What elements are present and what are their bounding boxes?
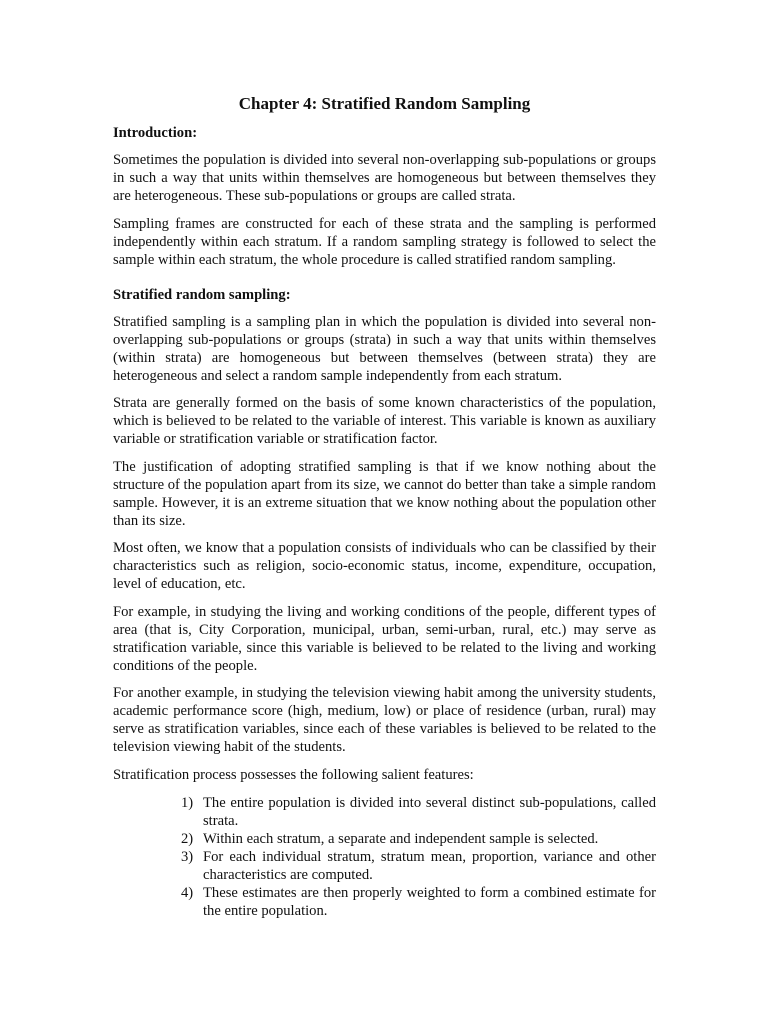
list-item — [181, 884, 656, 920]
paragraph: Sometimes the population is divided into several non-overlapping sub-populations or groups in such a way that units within themselves are homogeneous but between themselves they are heterogeneous. These sub-populations or groups are called strata. — [113, 152, 656, 204]
paragraph: Sampling frames are constructed for each of these strata and the sampling is performed independently within each stratum. If a random sampling strategy is followed to select the sample within each stratum, the whole procedure is called stratified random sampling. — [113, 215, 656, 268]
paragraph: Stratified sampling is a sampling plan in which the population is divided into several non-overlapping sub-populations or groups (strata) in such a way that units within themselves (within strata) are homogeneous but between themselves (between strata) they are heterogeneous and select a random sample independently from each stratum. — [113, 313, 656, 384]
section-heading-stratified-random-sampling: Stratified random sampling: — [113, 286, 291, 303]
paragraph: Strata are generally formed on the basis of some known characteristics of the population, which is believed to be related to the variable of interest. This variable is known as auxiliary variable or stratification variable or stratification factor. — [113, 395, 656, 447]
list-item-text: For each individual stratum, stratum mean, proportion, variance and other characteristics are computed. — [203, 848, 656, 883]
list-item — [181, 794, 656, 830]
list-item-text: These estimates are then properly weighted to form a combined estimate for the entire population. — [203, 884, 656, 919]
paragraph: For example, in studying the living and working conditions of the people, different types of area (that is, City Corporation, municipal, urban, semi-urban, rural, etc.) may serve as stratification variable, since this variable is believed to be related to the living and working conditions of the people. — [113, 603, 656, 674]
list-item — [181, 830, 656, 848]
salient-features-list — [113, 794, 656, 920]
list-intro-paragraph: Stratification process possesses the following salient features: — [113, 766, 474, 783]
paragraph: The justification of adopting stratified sampling is that if we know nothing about the structure of the population apart from its size, we cannot do better than take a simple random sample. However, it is an extreme situation that we know nothing about the population other than its size. — [113, 458, 656, 529]
list-item-text: Within each stratum, a separate and independent sample is selected. — [203, 830, 599, 847]
section-heading-introduction: Introduction: — [113, 125, 198, 141]
list-item-number: 1) — [181, 794, 194, 811]
list-item-text: The entire population is divided into several distinct sub-populations, called strata. — [203, 794, 656, 829]
paragraph: For another example, in studying the television viewing habit among the university students, academic performance score (high, medium, low) or place of residence (urban, rural) may serve as stratification variables, since each of these variables is believed to be related to the television viewing habit of the students. — [113, 685, 656, 755]
list-item-number: 4) — [181, 884, 194, 901]
paragraph: Most often, we know that a population consists of individuals who can be classified by their characteristics such as religion, socio-economic status, income, expenditure, occupation, level of education, etc. — [113, 540, 656, 592]
chapter-title: Chapter 4: Stratified Random Sampling — [238, 94, 531, 113]
document-body — [113, 94, 656, 920]
list-item-number: 2) — [181, 830, 194, 847]
list-item-number: 3) — [181, 848, 194, 865]
list-item — [181, 848, 656, 884]
